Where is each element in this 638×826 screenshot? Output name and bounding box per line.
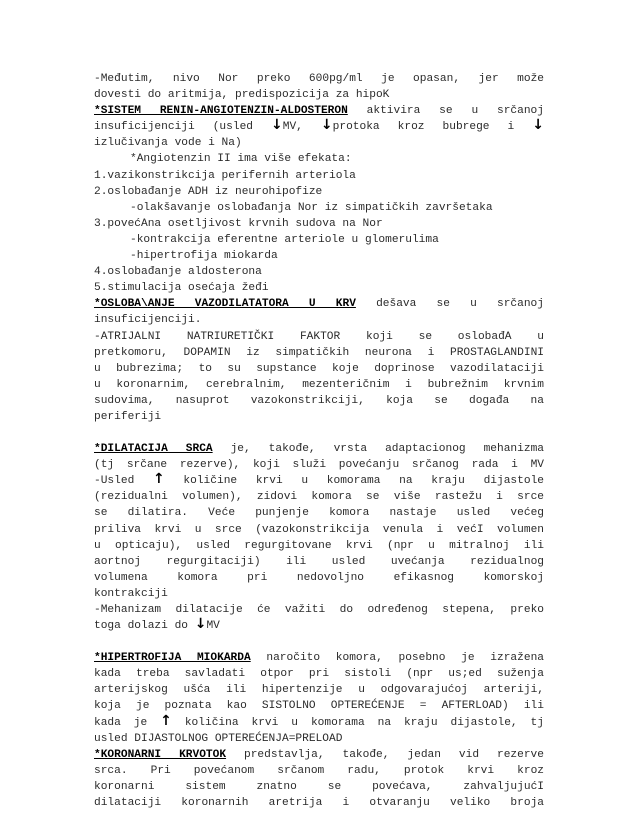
list-item: 3.povećAna osetljivost krvnih sudova na Nor xyxy=(94,217,383,230)
text-line: kada treba savladati otpor pri sistoli (npr us;ed suženja xyxy=(94,668,544,681)
section-heading-line xyxy=(94,441,544,457)
list-subitem: -kontrakcija eferentne arteriole u glomerulima xyxy=(130,233,439,246)
text-line: -ATRIJALNI NATRIURETIČKI FAKTOR koji se oslobađA u xyxy=(94,330,544,343)
up-arrow-icon: ↑ xyxy=(160,712,172,729)
section-heading: *SISTEM RENIN-ANGIOTENZIN-ALDOSTERON xyxy=(94,105,348,118)
text-fragment: toga dolazi do xyxy=(94,620,195,633)
text-fragment: je, takođe, vrsta adaptacionog mehanizma xyxy=(212,443,544,456)
text-line: pretkomoru, DOPAMIN iz simpatičkih neurona i PROSTAGLANDINI xyxy=(94,346,544,359)
text-line: srca. Pri povećanom srčanom radu, protok krvi kroz xyxy=(94,764,544,777)
text-line xyxy=(94,119,544,135)
up-arrow-icon: ↑ xyxy=(152,471,165,488)
paragraph-gap xyxy=(94,634,544,650)
text-fragment: aktivira se u srčanoj xyxy=(347,105,544,118)
text-line: insuficijenciji. xyxy=(94,314,202,327)
text-line: (rezidualni volumen), zidovi komora se više rastežu i srce xyxy=(94,491,544,504)
text-line: usled DIJASTOLNOG OPTEREĆENJA=PRELOAD xyxy=(94,732,343,745)
list-subitem: -olakšavanje oslobađanja Nor iz simpatičkih završetaka xyxy=(130,201,493,214)
text-line: u bubrezima; to su supstance koje doprinose vazodilataciji xyxy=(94,362,544,375)
text-line: koronarni sistem znatno se povećava, zahvaljujućI xyxy=(94,780,544,793)
down-arrow-icon: ↓ xyxy=(320,117,333,134)
text-line: sudovima, nasuprot vazokonstrikciji, koja se događa na xyxy=(94,394,544,407)
text-line: (tj srčane rezerve), koji služi povećanju srčanog rada i MV xyxy=(94,459,544,472)
text-line: -Mehanizam dilatacije će važiti do određenog stepena, preko xyxy=(94,604,544,616)
text-fragment: protoka kroz bubrege i xyxy=(332,121,533,134)
text-fragment: naročito komora, posebno je izražena xyxy=(250,652,544,665)
text-line: dovesti do aritmija, predispozicija za hipoK xyxy=(94,89,390,102)
text-line xyxy=(94,712,544,731)
text-fragment: kada je xyxy=(94,716,161,729)
text-line: arterijskog ušća ili hipertenzije u odgovarajućoj arteriji, xyxy=(94,684,544,697)
down-arrow-icon: ↓ xyxy=(532,117,544,134)
text-line: se dilatira. Veće punjenje komora nastaje usled većeg xyxy=(94,507,544,520)
section-heading: *KORONARNI KRVOTOK xyxy=(94,748,227,761)
text-fragment: MV xyxy=(206,620,220,633)
text-line: priliva krvi u srce (vazokonstrikcija venula i većI volumen xyxy=(94,523,544,536)
section-heading-line xyxy=(94,650,544,666)
text-line: *Angiotenzin II ima više efekata: xyxy=(130,153,352,166)
text-line xyxy=(94,618,544,634)
section-heading: *OSLOBA\ANJE VAZODILATATORA U KRV xyxy=(94,298,356,311)
text-line: izlučivanja vode i Na) xyxy=(94,137,242,150)
text-line: volumena komora pri nedovoljno efikasnog komorskoj xyxy=(94,571,544,584)
paragraph-gap xyxy=(94,425,544,441)
text-fragment: količine krvi u komorama na kraju dijastole xyxy=(164,475,544,488)
text-line: u opticaju), usled regurgitovane krvi (npr u mitralnoj ili xyxy=(94,539,544,552)
text-line: aortnoj regurgitaciji) ili usled uvećanja rezidualnog xyxy=(94,555,544,568)
text-line xyxy=(94,473,544,489)
section-heading: *DILATACIJA SRCA xyxy=(94,443,213,456)
text-line: dilataciji koronarnih aretrija i otvaranju veliko broja xyxy=(94,797,544,810)
text-fragment: -Usled xyxy=(94,475,153,488)
text-line: koja je poznata kao SISTOLNO OPTEREĆENJE = AFTERLOAD) ili xyxy=(94,700,544,713)
down-arrow-icon: ↓ xyxy=(194,616,207,633)
down-arrow-icon: ↓ xyxy=(271,117,283,134)
text-fragment: dešava se u srčanoj xyxy=(355,298,544,311)
list-item: 4.oslobađanje aldosterona xyxy=(94,266,262,279)
section-heading-line xyxy=(94,296,544,312)
list-item: 2.oslobađanje ADH iz neurohipofize xyxy=(94,185,323,198)
text-line: u koronarnim, cerebralnim, mezenteričnim i bubrežnim krvnim xyxy=(94,378,544,391)
list-item: 5.stimulacija osećaja žeđi xyxy=(94,282,269,295)
text-fragment: insuficijenciji (usled xyxy=(94,121,272,134)
text-fragment: predstavlja, takođe, jedan vid rezerve xyxy=(226,748,544,761)
text-line: kontrakciji xyxy=(94,587,168,600)
section-heading: *HIPERTROFIJA MIOKARDA xyxy=(94,652,251,665)
document-page xyxy=(94,71,544,811)
text-fragment: MV, xyxy=(282,121,321,134)
text-fragment: količina krvi u komorama na kraju dijastole, tj xyxy=(171,716,544,729)
list-subitem: -hipertrofija miokarda xyxy=(130,250,278,263)
text-line: -Međutim, nivo Nor preko 600pg/ml je opasan, jer može xyxy=(94,73,544,85)
text-line: periferiji xyxy=(94,410,162,423)
list-item: 1.vazikonstrikcija perifernih arteriola xyxy=(94,169,356,182)
section-heading-line xyxy=(94,103,544,119)
section-heading-line xyxy=(94,747,544,763)
